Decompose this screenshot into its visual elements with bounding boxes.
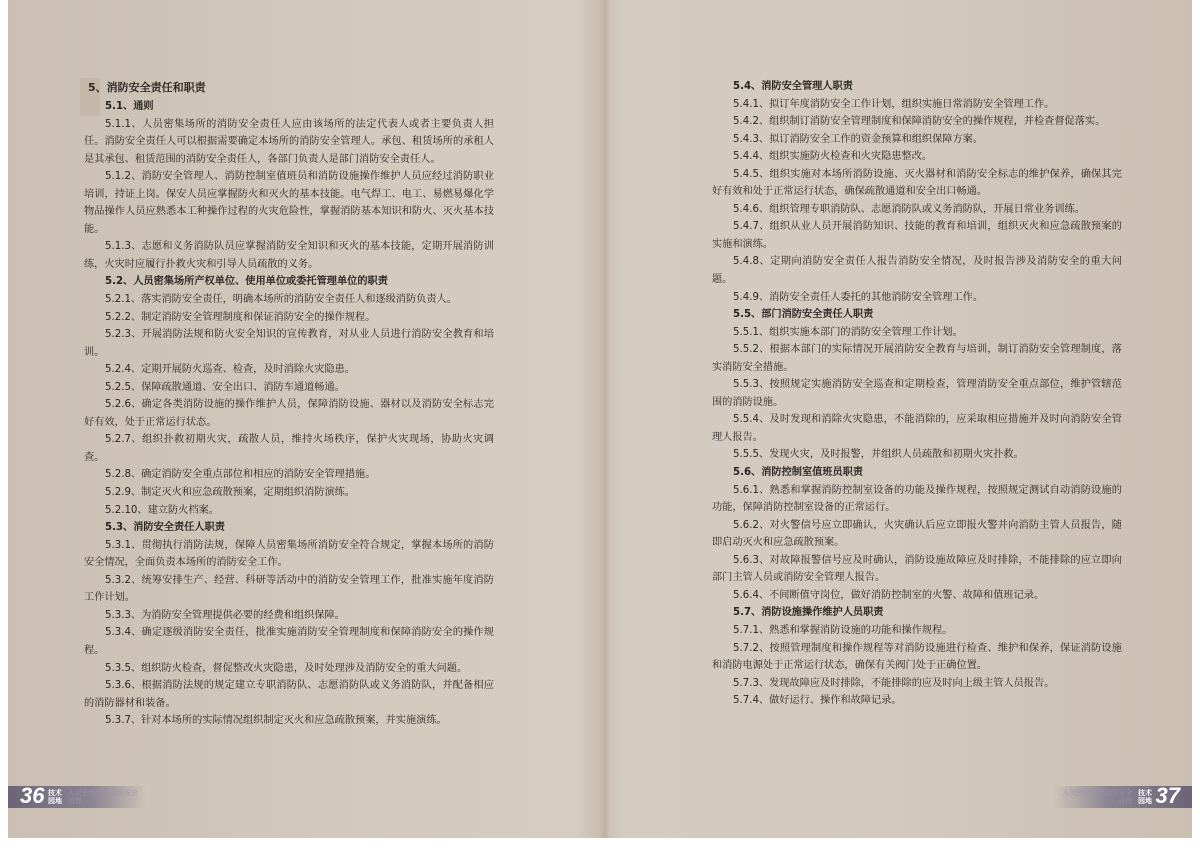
section-tag-right: 技术园地 [1138,789,1152,805]
clause-paragraph: 5.2.7、组织扑救初期火灾，疏散人员，维持火场秩序，保护火灾现场，协助火灾调查。 [84,434,494,463]
clause-paragraph: 5.3.5、组织防火检查，督促整改火灾隐患，及时处理涉及消防安全的重大问题。 [105,662,468,674]
clause-paragraph: 5.6.2、对火警信号应立即确认，火灾确认后应立即报火警并向消防主管人员报告，随即启动灭火和应急疏散预案。 [712,519,1122,549]
clause-paragraph: 5.7.2、按照管理制度和操作规程等对消防设施进行检查、维护和保养，保证消防设施和消防电源处于正常运行状态，确保有关阀门处于正确位置。 [712,642,1122,672]
clause-paragraph: 5.2.8、确定消防安全重点部位和相应的消防安全管理措施。 [105,469,376,481]
subsection-heading: 5.4、消防安全管理人职责 [733,81,853,92]
page-number-left: 36 [20,783,45,808]
clause-paragraph: 5.1.3、志愿和义务消防队员应掌握消防安全知识和灭火的基本技能，定期开展消防训练，火灾时应履行扑救火灾和引导人员疏散的义务。 [84,241,494,270]
clause-paragraph: 5.2.4、定期开展防火巡查、检查，及时消除火灾隐患。 [105,364,356,376]
footer-subtitle-right: 人员密集场所消防安全管理 [1062,789,1132,805]
clause-paragraph: 5.4.5、组织实施对本场所消防设施、灭火器材和消防安全标志的维护保养，确保其完好有效和处于正常运行状态，确保疏散通道和安全出口畅通。 [712,168,1122,198]
footer-right-band [1054,783,1192,808]
clause-paragraph: 5.4.1、拟订年度消防安全工作计划，组织实施日常消防安全管理工作。 [733,98,1055,110]
section-title: 5、消防安全责任和职责 [84,78,494,97]
clause-paragraph: 5.2.9、制定灭火和应急疏散预案，定期组织消防演练。 [105,487,356,499]
clause-paragraph: 5.2.6、确定各类消防设施的操作维护人员，保障消防设施、器材以及消防安全标志完好有效，处于正常运行状态。 [84,399,494,428]
clause-paragraph: 5.2.2、制定消防安全管理制度和保证消防安全的操作规程。 [105,311,376,323]
clause-paragraph: 5.5.3、按照规定实施消防安全巡查和定期检查，管理消防安全重点部位，维护管辖范围的消防设施。 [712,379,1122,408]
clause-paragraph: 5.2.10、建立防火档案。 [105,504,219,516]
section-tag-left: 技术园地 [48,789,62,805]
page-fold [600,0,610,838]
clause-paragraph: 5.6.4、不间断值守岗位，做好消防控制室的火警、故障和值班记录。 [733,589,1045,601]
right-page-column [712,78,1122,710]
clause-paragraph: 5.4.7、组织从业人员开展消防知识、技能的教育和培训，组织灭火和应急疏散预案的实施和演练。 [712,221,1122,250]
clause-paragraph: 5.7.4、做好运行、操作和故障记录。 [733,695,902,707]
clause-paragraph: 5.4.4、组织实施防火检查和火灾隐患整改。 [733,151,933,163]
clause-paragraph: 5.3.3、为消防安全管理提供必要的经费和组织保障。 [105,609,345,621]
clause-paragraph: 5.5.4、及时发现和消除火灾隐患，不能消除的，应采取相应措施并及时向消防安全管理人报告。 [712,414,1122,443]
page-number-right: 37 [1155,783,1180,808]
footer-subtitle-left: 人员密集场所消防安全管理 [68,789,138,805]
clause-paragraph: 5.1.2、消防安全管理人、消防控制室值班员和消防设施操作维护人员应经过消防职业培训，持证上岗。保安人员应掌握防火和灭火的基本技能。电气焊工、电工、易燃易爆化学物品操作人员应熟悉本工种操作过程的火灾危险性，掌握消防基本知识和防火、灭火基本技能。 [84,171,494,235]
clause-paragraph: 5.7.3、发现故障应及时排除，不能排除的应及时向上级主管人员报告。 [733,677,1055,689]
clause-paragraph: 5.4.9、消防安全责任人委托的其他消防安全管理工作。 [733,291,984,303]
subsection-heading: 5.5、部门消防安全责任人职责 [733,309,874,321]
clause-paragraph: 5.5.5、发现火灾，及时报警，并组织人员疏散和初期火灾扑救。 [733,449,1024,461]
clause-paragraph: 5.7.1、熟悉和掌握消防设施的功能和操作规程。 [733,624,953,636]
clause-paragraph: 5.3.4、确定逐级消防安全责任，批准实施消防安全管理制度和保障消防安全的操作规程。 [84,627,494,656]
subsection-heading: 5.7、消防设施操作维护人员职责 [733,607,884,619]
section-title-marker [80,78,100,116]
right-page-body [712,78,1122,710]
left-page-column [84,78,494,730]
clause-paragraph: 5.4.2、组织制订消防安全管理制度和保障消防安全的操作规程，并检查督促落实。 [733,116,1106,128]
subsection-heading: 5.2、人员密集场所产权单位、使用单位或委托管理单位的职责 [105,276,388,288]
subsection-heading: 5.1、通则 [105,101,154,112]
clause-paragraph: 5.2.1、落实消防安全责任，明确本场所的消防安全责任人和逐级消防负责人。 [105,294,457,306]
clause-paragraph: 5.5.1、组织实施本部门的消防安全管理工作计划。 [733,326,963,338]
clause-paragraph: 5.4.3、拟订消防安全工作的资金预算和组织保障方案。 [733,133,984,145]
clause-paragraph: 5.4.6、组织管理专职消防队、志愿消防队或义务消防队，开展日常业务训练。 [733,203,1085,215]
clause-paragraph: 5.2.3、开展消防法规和防火安全知识的宣传教育，对从业人员进行消防安全教育和培训。 [84,329,494,358]
clause-paragraph: 5.5.2、根据本部门的实际情况开展消防安全教育与培训，制订消防安全管理制度，落实消防安全措施。 [712,344,1122,373]
clause-paragraph: 5.3.2、统筹安排生产、经营、科研等活动中的消防安全管理工作，批准实施年度消防工作计划。 [84,574,494,604]
clause-paragraph: 5.6.3、对故障报警信号应及时确认，消防设施故障应及时排除，不能排除的应立即向部门主管人员或消防安全管理人报告。 [712,554,1122,584]
clause-paragraph: 5.3.1、贯彻执行消防法规，保障人员密集场所消防安全符合规定，掌握本场所的消防安全情况，全面负责本场所的消防安全工作。 [84,539,494,569]
clause-paragraph: 5.2.5、保障疏散通道、安全出口、消防车通道畅通。 [105,381,345,393]
clause-paragraph: 5.3.7、针对本场所的实际情况组织制定灭火和应急疏散预案，并实施演练。 [105,715,447,727]
footer-left-band [8,783,146,808]
clause-paragraph: 5.1.1、人员密集场所的消防安全责任人应由该场所的法定代表人或者主要负责人担任。消防安全责任人可以根据需要确定本场所的消防安全管理人。承包、租赁场所的承租人是其承包、租赁范围的消防安全责任人，各部门负责人是部门消防安全责任人。 [84,118,494,165]
subsection-heading: 5.6、消防控制室值班员职责 [733,467,864,479]
clause-paragraph: 5.6.1、熟悉和掌握消防控制室设备的功能及操作规程，按照规定测试自动消防设施的功能，保障消防控制室设备的正常运行。 [712,484,1122,514]
clause-paragraph: 5.4.8、定期向消防安全责任人报告消防安全情况，及时报告涉及消防安全的重大问题。 [712,256,1122,286]
left-page-body [84,98,494,730]
clause-paragraph: 5.3.6、根据消防法规的规定建立专职消防队、志愿消防队或义务消防队，并配备相应的消防器材和装备。 [84,680,494,709]
subsection-heading: 5.3、消防安全责任人职责 [105,522,225,534]
